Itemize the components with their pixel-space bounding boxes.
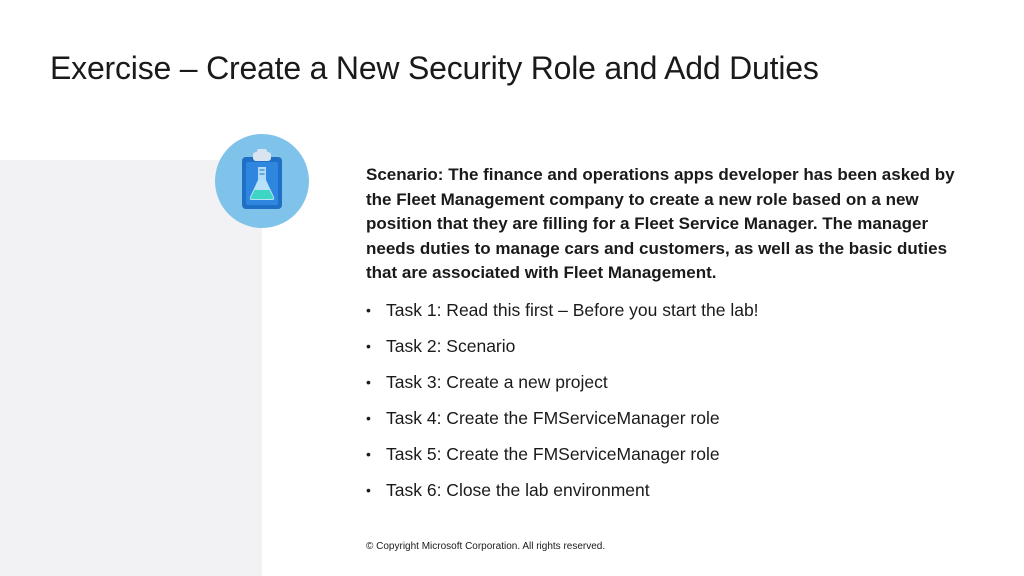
task-item-3 — [366, 368, 966, 404]
task-label: Task 6: Close the lab environment — [386, 480, 650, 500]
copyright-notice: © Copyright Microsoft Corporation. All rights reserved. — [366, 541, 606, 552]
slide-title: Exercise – Create a New Security Role and Add Duties — [50, 50, 819, 86]
task-label: Task 2: Scenario — [386, 336, 516, 356]
task-item-6 — [366, 476, 966, 512]
task-label: Task 3: Create a new project — [386, 372, 608, 392]
bullet: • — [366, 446, 371, 462]
task-label: Task 5: Create the FMServiceManager role — [386, 444, 720, 464]
bullet: • — [366, 374, 371, 390]
task-label: Task 1: Read this first – Before you start the lab! — [386, 300, 759, 320]
bullet: • — [366, 482, 371, 498]
task-label: Task 4: Create the FMServiceManager role — [386, 408, 720, 428]
bullet: • — [366, 338, 371, 354]
task-list — [366, 296, 966, 512]
lab-clipboard-flask-icon — [215, 134, 309, 228]
task-item-1 — [366, 296, 966, 332]
task-item-4 — [366, 404, 966, 440]
bullet: • — [366, 302, 371, 318]
scenario-text: Scenario: The finance and operations apps developer has been asked by the Fleet Management company to create a new role based on a new position that they are filling for a Fleet Service Manager. The manager needs duties to manage cars and customers, as well as the basic duties that are associated with Fleet Management. — [366, 165, 955, 282]
task-item-5 — [366, 440, 966, 476]
task-item-2 — [366, 332, 966, 368]
bullet: • — [366, 410, 371, 426]
